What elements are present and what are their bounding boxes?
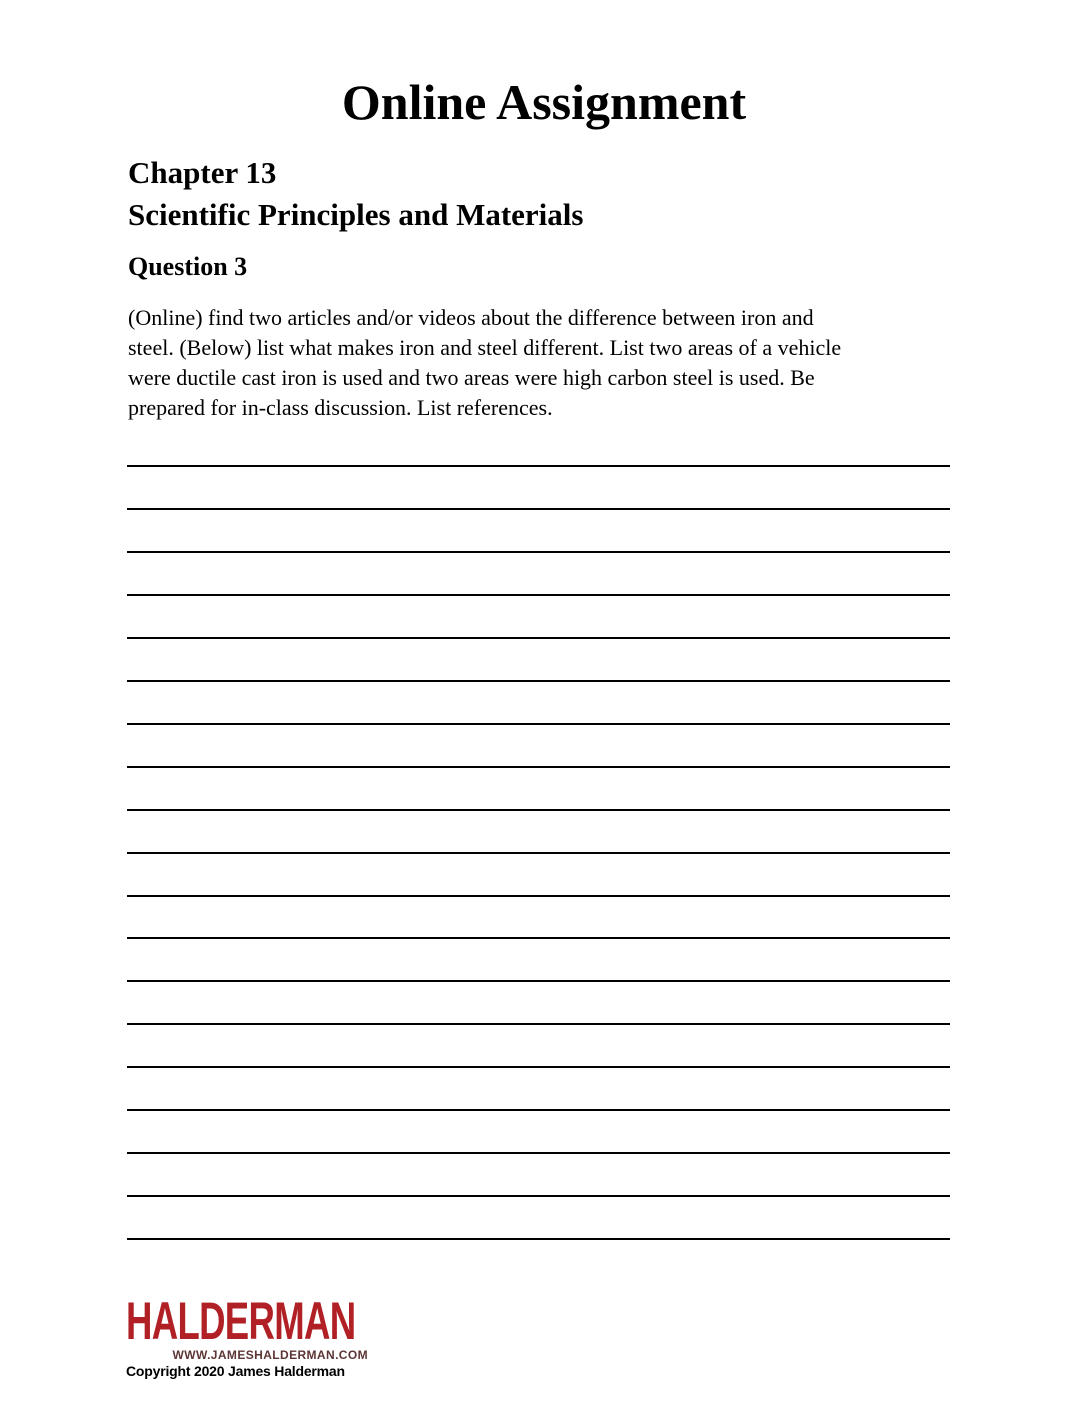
answer-line	[127, 594, 950, 596]
chapter-heading	[128, 152, 583, 236]
page-title: Online Assignment	[341, 74, 747, 130]
answer-line	[127, 980, 950, 982]
question-label: Question 3	[128, 252, 248, 281]
answer-line	[127, 723, 950, 725]
answer-line	[127, 766, 950, 768]
answer-line	[127, 1023, 950, 1025]
question-text-line: steel. (Below) list what makes iron and steel different. List two areas of a vehicle	[128, 335, 842, 360]
halderman-logo: HALDERMAN	[126, 1292, 356, 1351]
answer-line	[127, 1238, 950, 1240]
answer-line	[127, 508, 950, 510]
answer-line	[127, 1195, 950, 1197]
answer-line	[127, 937, 950, 939]
answer-line	[127, 1109, 950, 1111]
footer	[126, 1292, 526, 1380]
answer-line	[127, 551, 950, 553]
answer-line	[127, 1152, 950, 1154]
question-text-line: prepared for in-class discussion. List references.	[128, 395, 553, 420]
answer-lines	[127, 465, 950, 1245]
website-url: WWW.JAMESHALDERMAN.COM	[172, 1348, 368, 1362]
question-text-line: were ductile cast iron is used and two areas were high carbon steel is used. Be	[128, 365, 815, 390]
answer-line	[127, 680, 950, 682]
answer-line	[127, 809, 950, 811]
copyright-text: Copyright 2020 James Halderman	[126, 1363, 345, 1379]
answer-line	[127, 1066, 950, 1068]
answer-line	[127, 852, 950, 854]
answer-line	[127, 465, 950, 467]
chapter-number: Chapter 13	[128, 155, 277, 190]
answer-line	[127, 637, 950, 639]
answer-line	[127, 895, 950, 897]
question-text	[128, 303, 960, 423]
question-text-line: (Online) find two articles and/or videos about the difference between iron and	[128, 305, 814, 330]
chapter-title: Scientific Principles and Materials	[128, 197, 584, 232]
